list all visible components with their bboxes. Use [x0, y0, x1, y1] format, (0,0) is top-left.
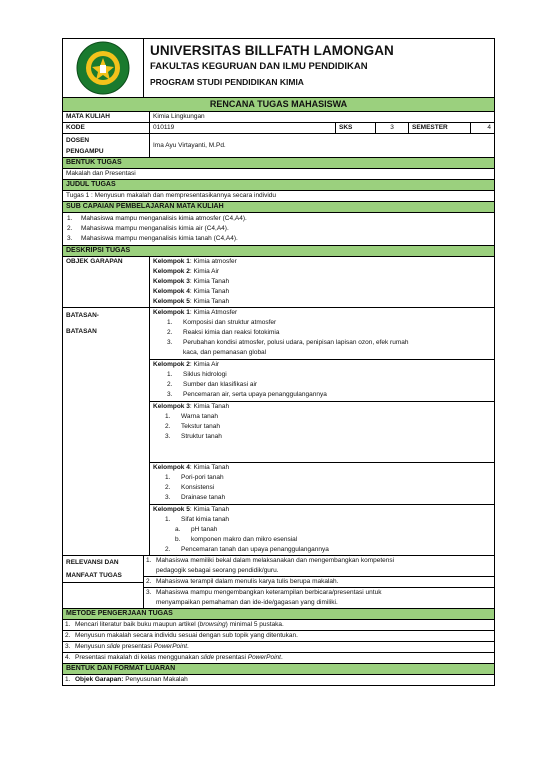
- faculty-name: FAKULTAS KEGURUAN DAN ILMU PENDIDIKAN: [150, 61, 368, 72]
- list-item: 3. Pencemaran air, serta upaya penanggulangannya: [167, 391, 327, 398]
- list-item: 1. Mahasiswa memiliki bekal dalam melaksanakan dan mengembangkan kompetensi: [146, 557, 395, 564]
- list-item: 1. Mencari literatur baik buku maupun artikel (browsing) minimal 5 pustaka.: [63, 620, 494, 631]
- list-item: 3. Drainase tanah: [165, 494, 226, 501]
- label-objek-garapan: OBJEK GARAPAN: [63, 257, 150, 307]
- value-mata-kuliah: Kimia Lingkungan: [153, 113, 205, 120]
- list-item-continued: menyampaikan pemahaman dan ide-ide/gagasan yang dimiliki.: [156, 599, 338, 606]
- label-semester: SEMESTER: [409, 123, 471, 133]
- list-item: 3. Struktur tanah: [165, 433, 222, 440]
- list-item: 3. Perubahan kondisi atmosfer, polusi udara, penipisan lapisan ozon, efek rumah: [167, 339, 409, 346]
- sub-list-item: a. pH tanah: [175, 526, 218, 533]
- judul-tugas-value: Tugas 1 : Menyusun makalah dan mempresentasikannya secara individu: [63, 191, 494, 202]
- label-batasan-line2: BATASAN: [66, 328, 97, 335]
- university-name: UNIVERSITAS BILLFATH LAMONGAN: [150, 43, 394, 58]
- list-item: 2. Tekstur tanah: [165, 423, 221, 430]
- list-item: Kelompok 5: Kimia Tanah: [153, 298, 230, 305]
- section-judul-tugas: JUDUL TUGAS: [63, 180, 494, 191]
- list-item: 1. Sifat kimia tanah: [165, 516, 230, 523]
- label-batasan: [63, 308, 150, 555]
- label-relevansi-line2: MANFAAT TUGAS: [63, 569, 143, 583]
- list-item: 2. Mahasiswa mampu menganalisis kimia air (C4,A4).: [67, 225, 229, 232]
- list-item: Kelompok 4: Kimia Tanah: [153, 288, 230, 295]
- list-item: 1. Komposisi dan struktur atmosfer: [167, 319, 277, 326]
- list-item: Kelompok 3: Kimia Tanah: [153, 278, 230, 285]
- list-item: 4. Presentasi makalah di kelas menggunakan slide presentasi PowerPoint.: [63, 653, 494, 664]
- row-relevansi: [63, 556, 494, 609]
- metode-list: [63, 620, 494, 664]
- value-sks: 3: [376, 123, 409, 133]
- section-cpmk: SUB CAPAIAN PEMBELAJARAN MATA KULIAH: [63, 202, 494, 213]
- list-item: 1. Warna tanah: [165, 413, 218, 420]
- university-logo: [63, 39, 144, 97]
- list-item: 3. Mahasiswa mampu mengembangkan keterampilan berbicara/presentasi untuk: [146, 589, 382, 596]
- relevansi-list: [144, 556, 494, 608]
- letterhead: [63, 39, 494, 98]
- list-item: 2. Pencemaran tanah dan upaya penanggulangannya: [165, 546, 329, 553]
- list-item: 2. Konsistensi: [165, 484, 215, 491]
- list-item: 2. Menyusun makalah secara individu sesuai dengan sub topik yang ditentukan.: [63, 631, 494, 642]
- document-title: RENCANA TUGAS MAHASISWA: [63, 98, 494, 112]
- list-item: 3. Mahasiswa mampu menganalisis kimia tanah (C4,A4).: [67, 235, 238, 242]
- batasan-kelompok-4: Kelompok 4: Kimia Tanah 1. Pori-pori tanah 2. Konsistensi 3. Drainase tanah: [150, 463, 494, 505]
- batasan-kelompok-1: Kelompok 1: Kimia Atmosfer 1. Komposisi dan struktur atmosfer 2. Reaksi kimia dan reaksi fotokimia 3. Perubahan kondisi atmosfer, polusi udara, penipisan lapisan ozon, efek rumah kaca, dan pemanasan global: [150, 308, 494, 360]
- cpmk-list: [63, 213, 494, 246]
- rtm-document: [62, 38, 495, 686]
- value-dosen: Ima Ayu Virtayanti, M.Pd.: [153, 141, 226, 149]
- list-item: 2. Reaksi kimia dan reaksi fotokimia: [167, 329, 280, 336]
- list-item: 3. Menyusun slide presentasi PowerPoint.: [63, 642, 494, 653]
- list-item: Kelompok 2: Kimia Air: [153, 268, 220, 275]
- list-item: 1. Mahasiswa mampu menganalisis kimia atmosfer (C4,A4).: [67, 215, 247, 222]
- row-dosen: [63, 134, 494, 158]
- program-name: PROGRAM STUDI PENDIDIKAN KIMIA: [150, 77, 304, 87]
- section-deskripsi: DESKRIPSI TUGAS: [63, 246, 494, 257]
- label-relevansi-line1: RELEVANSI DAN: [66, 559, 119, 566]
- list-item: 1. Siklus hidrologi: [167, 371, 227, 378]
- label-dosen: [63, 134, 150, 157]
- label-relevansi: [63, 556, 144, 608]
- row-mata-kuliah: [63, 112, 494, 123]
- list-item: Kelompok 1: Kimia atmosfer: [153, 258, 237, 265]
- list-item-continued: pedagogik sebagai seorang pendidik/guru.: [144, 566, 494, 577]
- list-item: 1. Objek Garapan: Penyusunan Makalah: [65, 676, 188, 683]
- batasan-content: [150, 308, 494, 555]
- batasan-kelompok-3: Kelompok 3: Kimia Tanah 1. Warna tanah 2. Tekstur tanah 3. Struktur tanah: [150, 402, 494, 463]
- list-item: 2. Sumber dan klasifikasi air: [167, 381, 258, 388]
- label-mata-kuliah: MATA KULIAH: [63, 112, 150, 122]
- value-kode: 010119: [150, 123, 336, 133]
- logo-emblem-icon: [70, 40, 136, 96]
- label-kode: KODE: [63, 123, 150, 133]
- batasan-kelompok-2: Kelompok 2: Kimia Air 1. Siklus hidrologi 2. Sumber dan klasifikasi air 3. Pencemaran air, serta upaya penanggulangannya: [150, 360, 494, 402]
- label-sks: SKS: [336, 123, 376, 133]
- list-item: 1. Pori-pori tanah: [165, 474, 224, 481]
- label-dosen-line1: DOSEN: [66, 137, 90, 144]
- batasan-kelompok-5: Kelompok 5: Kimia Tanah 1. Sifat kimia tanah a. pH tanah b. komponen makro dan mikro esensial 2. Pencemaran tanah dan upaya penanggulangannya: [150, 505, 494, 555]
- bentuk-tugas-value: Makalah dan Presentasi: [63, 169, 494, 180]
- sub-list-item: b. komponen makro dan mikro esensial: [175, 536, 298, 543]
- section-metode: METODE PENGERJAAN TUGAS: [63, 609, 494, 620]
- label-dosen-line2: PENGAMPU: [66, 148, 104, 155]
- row-kode: [63, 123, 494, 134]
- label-batasan-line1: BATASAN-: [66, 312, 99, 319]
- list-item-continued: kaca, dan pemanasan global: [183, 349, 267, 356]
- row-batasan: [63, 308, 494, 556]
- list-item: 2. Mahasiswa terampil dalam menulis karya tulis berupa makalah.: [144, 577, 494, 588]
- objek-list: [150, 257, 240, 307]
- section-luaran: BENTUK DAN FORMAT LUARAN: [63, 664, 494, 675]
- section-bentuk-tugas: BENTUK TUGAS: [63, 158, 494, 169]
- value-semester: 4: [487, 124, 491, 131]
- row-objek-garapan: [63, 257, 494, 308]
